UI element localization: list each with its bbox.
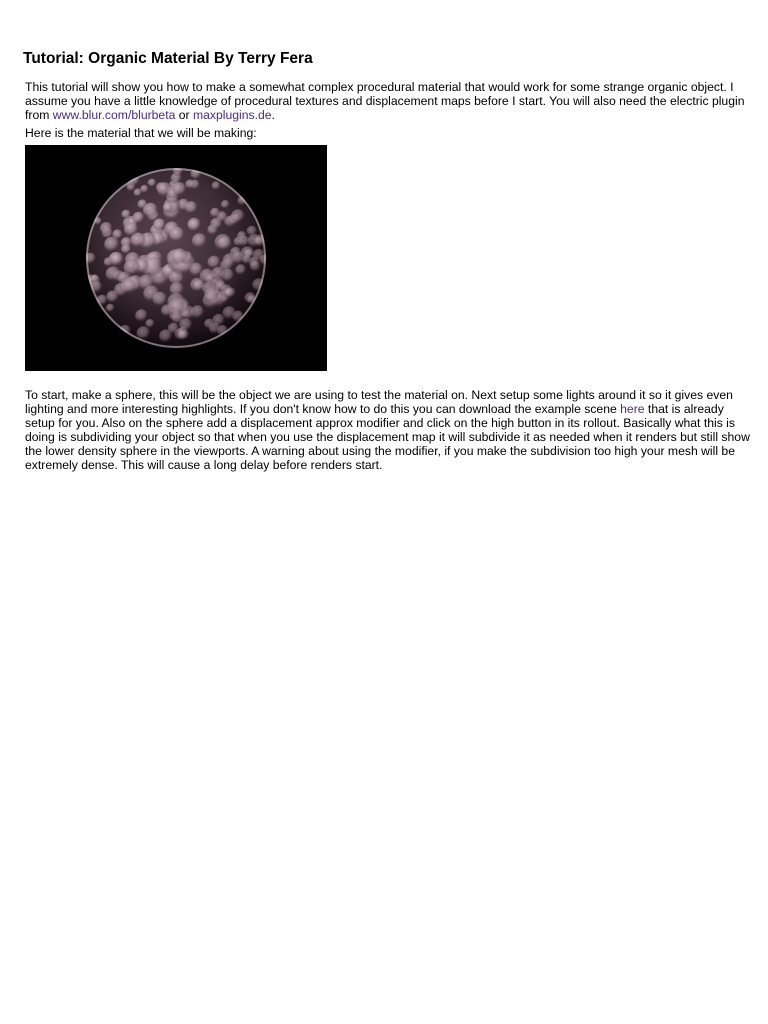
intro-line-3-suffix: . [271,108,275,122]
sphere-cell [106,304,115,313]
sphere-cell [120,279,136,295]
body-line-4: doing is subdividing your object so that when you use the displacement map it will subdivide it as needed when it renders but still show [25,430,750,444]
intro-line-3-mid: or [175,108,193,122]
sphere-cell [143,203,159,219]
intro-line-3 [25,108,744,122]
sphere-cell [212,181,221,190]
material-render-image [25,145,327,371]
maxplugins-link[interactable]: maxplugins.de [192,108,272,122]
sphere-cell [187,218,201,232]
sphere-cell [179,318,192,331]
blur-beta-link[interactable]: www.blur.com/blurbeta [52,108,176,122]
sphere-cell [221,200,230,209]
example-scene-link[interactable]: here [620,402,645,416]
body-line-2 [25,402,750,416]
body-line-5: the lower density sphere in the viewports. A warning about using the modifier, if you make the subdivision too high your mesh will be [25,444,735,458]
sphere-cell [167,300,184,317]
sphere-cell [121,210,131,220]
sphere-cell [235,264,246,275]
intro-line-2: assume you have a little knowledge of procedural textures and displacement maps before I start. You will also need the electric plugin [25,94,745,108]
sphere-cell [169,227,185,243]
sphere-cell [104,237,120,253]
sphere-cell [148,179,157,188]
sphere-cell [185,201,198,214]
sphere-cell [145,319,154,328]
figure-caption [25,126,257,140]
intro-paragraph [25,80,744,122]
sphere-cell [173,182,187,196]
sphere-cell [90,274,99,283]
sphere-cell [237,231,247,241]
sphere-cell [192,233,207,248]
body-line-2-suffix: that is already [644,402,724,416]
sphere-cell [231,209,245,223]
sphere-cell [163,202,174,213]
body-line-1: To start, make a sphere, this will be the object we are using to test the material on. Next setup some lights around it so it gives even [25,388,733,402]
sphere-cell [250,261,261,272]
sphere-cell [124,222,139,237]
sphere-cell [135,309,148,322]
sphere-cell [210,218,222,230]
body-paragraph [25,388,750,472]
intro-line-3-prefix: from [25,108,53,122]
sphere-cell [106,266,121,281]
sphere-cell [100,222,113,235]
page-title: Tutorial: Organic Material By Terry Fera [23,50,313,67]
sphere-cell [109,252,123,266]
body-line-3: setup for you. Also on the sphere add a displacement approx modifier and click on the high button in its rollout. Basically what this is [25,416,735,430]
body-line-2-prefix: lighting and more interesting highlights. If you don't know how to do this you can download the example scene [25,402,621,416]
sphere-cell [242,255,252,265]
sphere-cell [124,260,141,277]
sphere-cell [204,319,215,330]
sphere-cell [224,288,234,298]
sphere-render-svg [25,145,327,371]
figure-caption-text: Here is the material that we will be making: [25,126,257,140]
intro-line-1: This tutorial will show you how to make a somewhat complex procedural material that would work for some strange organic object. I [25,80,734,94]
sphere-cell [210,208,220,218]
sphere-cell [132,212,144,224]
sphere-cell [223,306,237,320]
sphere-cell [215,234,232,251]
sphere-cell [134,188,143,197]
body-line-6: extremely dense. This will cause a long delay before renders start. [25,458,383,472]
sphere-cell [204,288,218,302]
sphere-cell [153,292,168,307]
sphere-cell [207,256,221,270]
sphere-cell [171,248,188,265]
